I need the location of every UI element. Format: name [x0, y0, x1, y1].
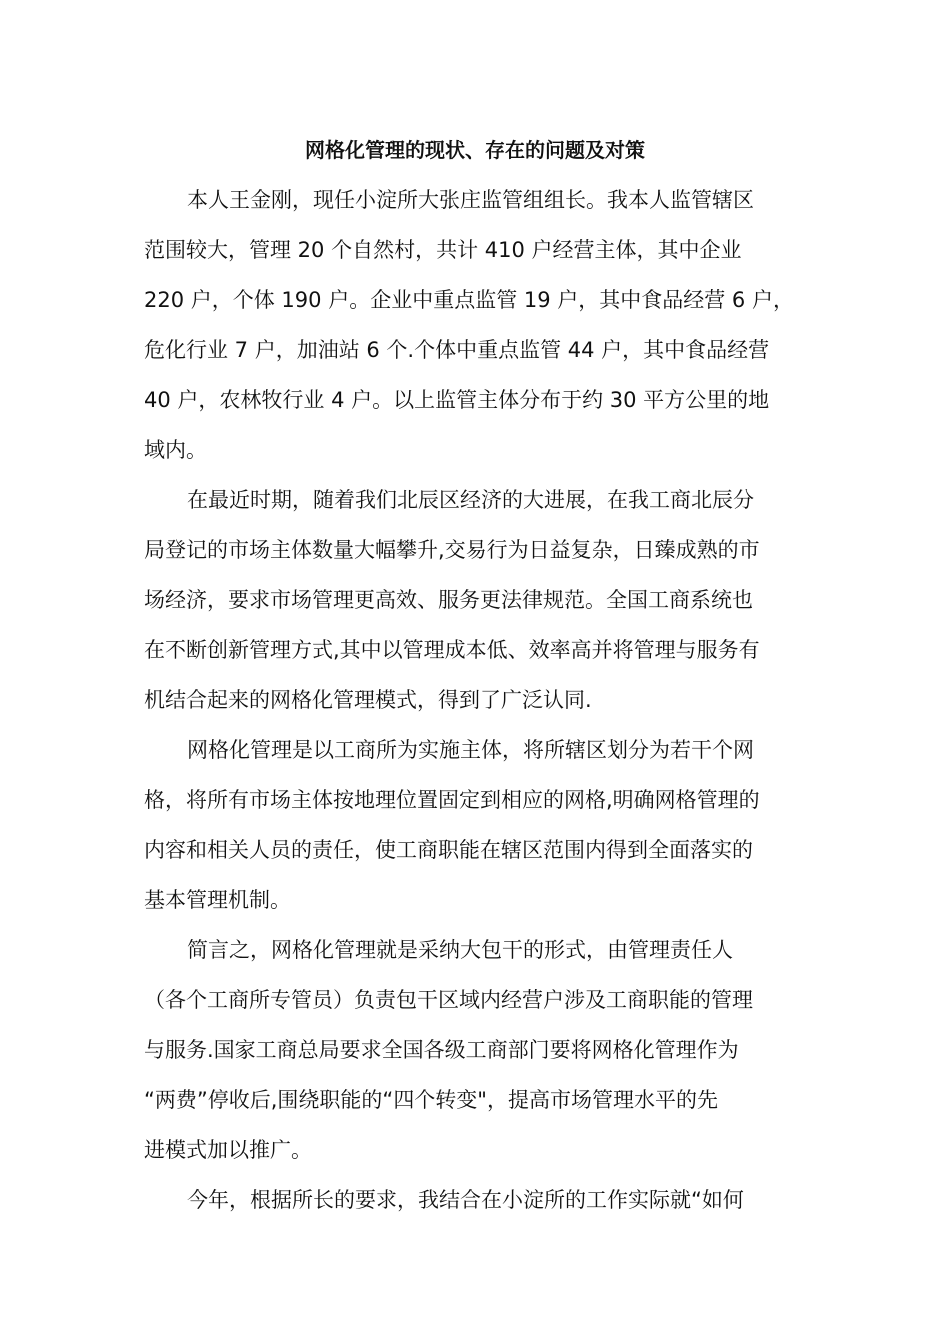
paragraph-3-line-1: 网格化管理是以工商所为实施主体，将所辖区划分为若干个网	[187, 738, 754, 762]
paragraph-3-line-4: 基本管理机制。	[144, 888, 291, 912]
paragraph-4-line-2: （各个工商所专管员）负责包干区域内经营户涉及工商职能的管理	[144, 988, 753, 1012]
paragraph-3-line-3: 内容和相关人员的责任，使工商职能在辖区范围内得到全面落实的	[144, 838, 753, 862]
paragraph-2-line-1: 在最近时期，随着我们北辰区经济的大进展，在我工商北辰分	[187, 488, 754, 512]
paragraph-2-line-4: 在不断创新管理方式,其中以管理成本低、效率高并将管理与服务有	[144, 638, 760, 662]
paragraph-4-line-5: 进模式加以推广。	[144, 1138, 312, 1162]
paragraph-1-line-1: 本人王金刚，现任小淀所大张庄监管组组长。我本人监管辖区	[187, 188, 754, 212]
paragraph-1-line-3: 220 户，个体 190 户。企业中重点监管 19 户，其中食品经营 6 户，	[144, 288, 794, 312]
document-title: 网格化管理的现状、存在的问题及对策	[305, 138, 645, 162]
paragraph-4-line-4: “两费”停收后,围绕职能的“四个转变"，提高市场管理水平的先	[144, 1088, 718, 1112]
paragraph-1-line-4: 危化行业 7 户，加油站 6 个.个体中重点监管 44 户，其中食品经营	[144, 338, 770, 362]
paragraph-4-line-3: 与服务.国家工商总局要求全国各级工商部门要将网格化管理作为	[144, 1038, 739, 1062]
paragraph-2-line-5: 机结合起来的网格化管理模式，得到了广泛认同.	[144, 688, 592, 712]
paragraph-2-line-3: 场经济，要求市场管理更高效、服务更法律规范。全国工商系统也	[144, 588, 753, 612]
paragraph-3-line-2: 格，将所有市场主体按地理位置固定到相应的网格,明确网格管理的	[144, 788, 760, 812]
paragraph-4-line-1: 简言之，网格化管理就是采纳大包干的形式，由管理责任人	[187, 938, 733, 962]
paragraph-1-line-2: 范围较大，管理 20 个自然村，共计 410 户经营主体，其中企业	[144, 238, 742, 262]
paragraph-1-line-6: 域内。	[144, 438, 207, 462]
paragraph-1-line-5: 40 户，农林牧行业 4 户。以上监管主体分布于约 30 平方公里的地	[144, 388, 770, 412]
paragraph-2-line-2: 局登记的市场主体数量大幅攀升,交易行为日益复杂，日臻成熟的市	[144, 538, 760, 562]
paragraph-5-line-1: 今年，根据所长的要求，我结合在小淀所的工作实际就“如何	[187, 1188, 744, 1212]
